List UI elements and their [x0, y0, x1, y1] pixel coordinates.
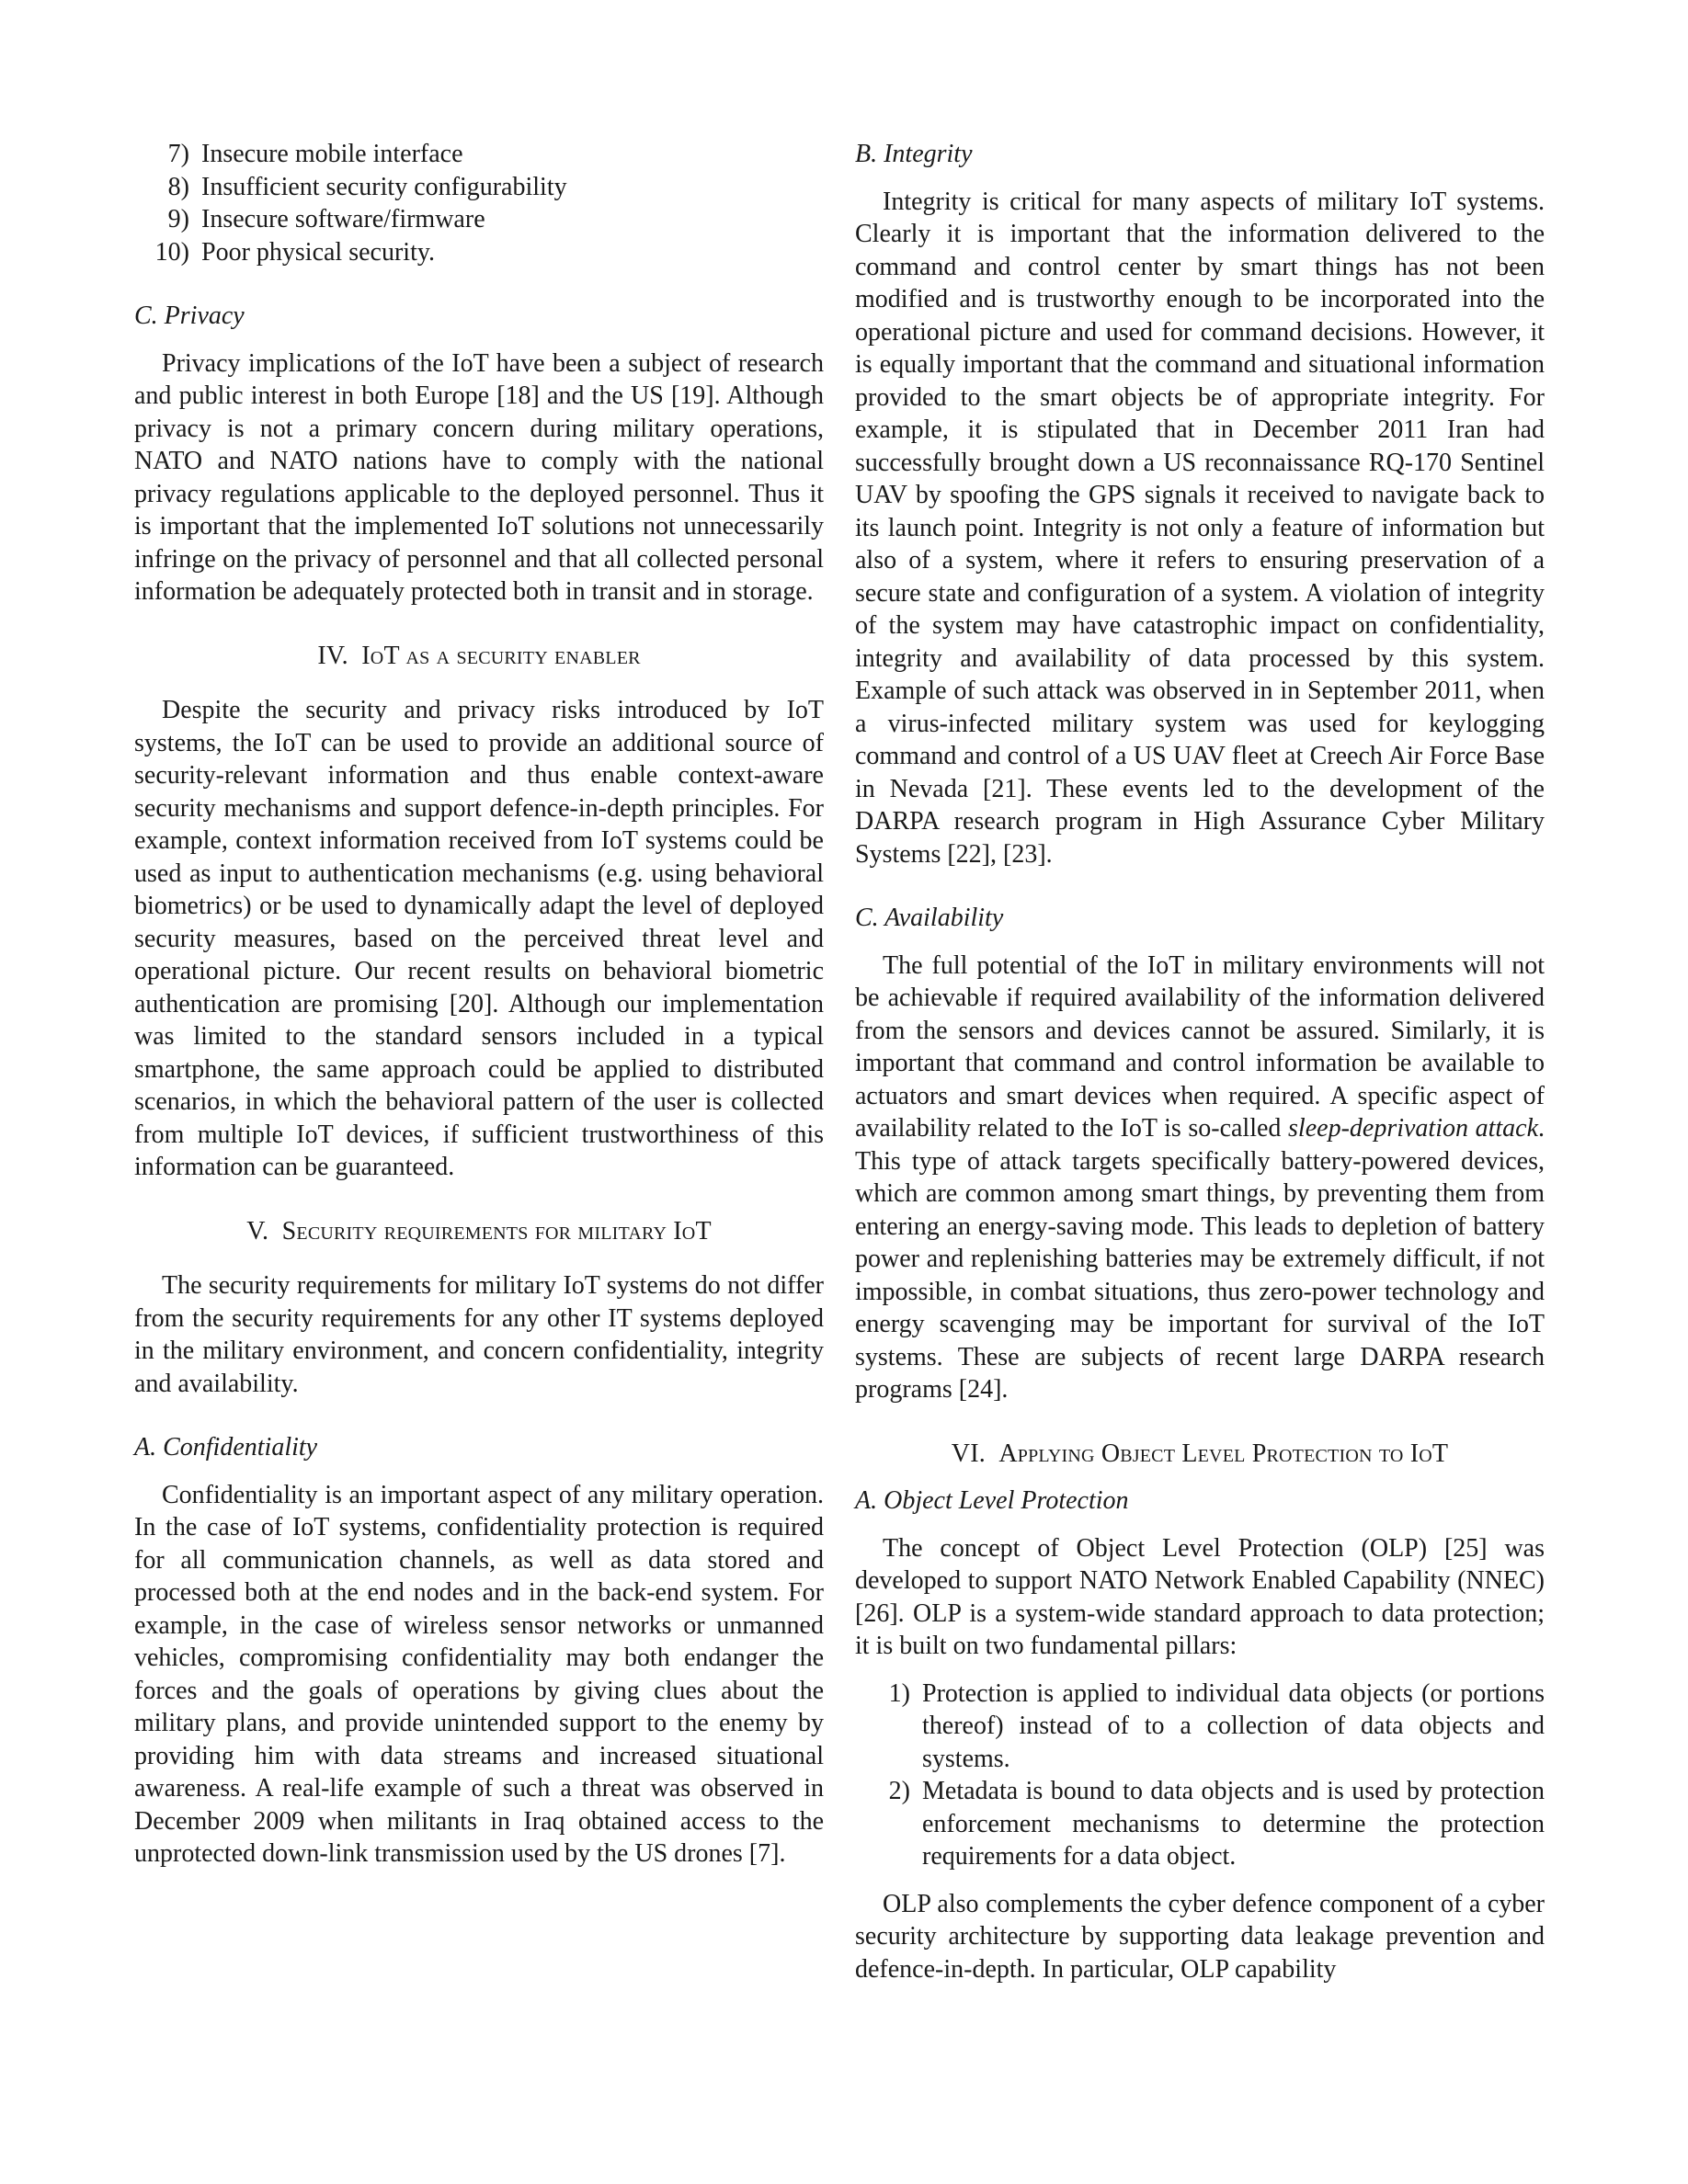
- left-column: [134, 138, 824, 1871]
- list-item: 7) Insecure mobile interface: [167, 140, 463, 168]
- paragraph-security-enabler: Despite the security and privacy risks introduced by IoT systems, the IoT can be used to provide an additional source of security-relevant information and thus enable context-aware security mechanisms and support defence-in-depth principles. For example, context information received from IoT systems could be used as input to authentication mechanisms (e.g. using behavioral biometrics) or be used to dynamically adapt the level of deployed security measures, based on the perceived threat level and operational picture. Our recent results on behavioral biometric authentication are promising [20]. Although our implementation was limited to the standard sensors included in a typical smartphone, the same approach could be applied to distributed scenarios, in which the behavioral pattern of the user is collected from multiple IoT devices, if sufficient trustworthiness of this information can be guaranteed.: [134, 696, 824, 1181]
- list-item: 10) Poor physical security.: [154, 237, 436, 267]
- subsection-heading-olp: A. Object Level Protection: [855, 1486, 1129, 1515]
- subsection-heading-confidentiality: A. Confidentiality: [134, 1433, 318, 1462]
- paragraph-confidentiality: Confidentiality is an important aspect of any military operation. In the case of IoT systems, confidentiality protection is required for all communication channels, as well as data stored and processed both at the end nodes and in the back-end system. For example, in the case of wireless sensor networks or unmanned vehicles, compromising confidentiality may both endanger the forces and the goals of operations by giving clues about the military plans, and provide unintended support to the enemy by providing him with data streams and increased situational awareness. A real-life example of such a threat was observed in December 2009 when militants in Iraq obtained access to the unprotected down-link transmission used by the US drones [7].: [134, 1480, 824, 1868]
- paragraph-olp: The concept of Object Level Protection (OLP) [25] was developed to support NATO Network Enabled Capability (NNEC) [26]. OLP is a system-wide standard approach to data protection; it is built on two fundamental pillars:: [855, 1533, 1545, 1660]
- list-item: 8) Insufficient security configurability: [167, 172, 567, 201]
- subsection-heading-privacy: C. Privacy: [134, 301, 245, 330]
- paragraph-olp-continued: OLP also complements the cyber defence component of a cyber security architecture by supporting data leakage prevention and defence-in-depth. In particular, OLP capability: [855, 1889, 1545, 1984]
- emphasis-term: sleep-deprivation attack: [1288, 1114, 1538, 1143]
- section-heading-vi: VI. Applying Object Level Protection to IoT: [951, 1439, 1449, 1468]
- paragraph-privacy: Privacy implications of the IoT have been a subject of research and public interest in both Europe [18] and the US [19]. Although privacy is not a primary concern during military operations, NATO and NATO nations have to comply with the national privacy regulations applicable to the deployed personnel. Thus it is important that the implemented IoT solutions not unnecessarily infringe on the privacy of personnel and that all collected personal information be adequately protected both in transit and in storage.: [134, 348, 824, 606]
- list-item: 1) Protection is applied to individual data objects (or portions thereof) instead of to a collection of data objects and systems.: [888, 1678, 1545, 1773]
- subsection-heading-availability: C. Availability: [855, 904, 1004, 932]
- section-heading-v: V. Security requirements for military IoT: [246, 1216, 712, 1246]
- paragraph-security-requirements: The security requirements for military IoT systems do not differ from the security requirements for any other IT systems deployed in the military environment, and concern confidentiality, integrity and availability.: [134, 1271, 824, 1398]
- right-column: [855, 138, 1545, 1985]
- vulnerability-list-continued: [134, 138, 824, 268]
- paragraph-integrity: Integrity is critical for many aspects of military IoT systems. Clearly it is important that the information delivered to the command and control center by smart things has not been modified and is trustworthy enough to be incorporated into the operational picture and used for command decisions. However, it is equally important that the command and situational information provided to the smart objects be of appropriate integrity. For example, it is stipulated that in December 2011 Iran had successfully brought down a US reconnaissance RQ-170 Sentinel UAV by spoofing the GPS signals it received to navigate back to its launch point. Integrity is not only a feature of information but also of a system, where it refers to ensuring preservation of a secure state and configuration of a system. A violation of integrity of the system may have catastrophic impact on confidentiality, integrity and availability of data processed by this system. Example of such attack was observed in in September 2011, when a virus-infected military system was used for keylogging command and control of a US UAV fleet at Creech Air Force Base in Nevada [21]. These events led to the development of the DARPA research program in High Assurance Cyber Military Systems [22], [23].: [855, 187, 1545, 869]
- list-item: 9) Insecure software/firmware: [167, 205, 485, 233]
- subsection-heading-integrity: B. Integrity: [855, 140, 973, 168]
- olp-pillars-list: [855, 1678, 1545, 1873]
- section-heading-iv: IV. IoT as a security enabler: [317, 641, 641, 670]
- list-item: 2) Metadata is bound to data objects and is used by protection enforcement mechanisms to determine the protection requirements for a data object.: [888, 1777, 1545, 1871]
- paragraph-availability: The full potential of the IoT in military environments will not be achievable if required availability of the information delivered from the sensors and devices cannot be assured. Similarly, it is important that command and control information be available to actuators and smart devices when required. A specific aspect of availability related to the IoT is so-called sleep-deprivation attack. This type of attack targets specifically battery-powered devices, which are common among smart things, by preventing them from entering an energy-saving mode. This leads to depletion of battery power and replenishing batteries may be extremely difficult, if not impossible, in combat situations, thus zero-power technology and energy scavenging may be important for survival of the IoT systems. These are subjects of recent large DARPA research programs [24].: [855, 950, 1545, 1404]
